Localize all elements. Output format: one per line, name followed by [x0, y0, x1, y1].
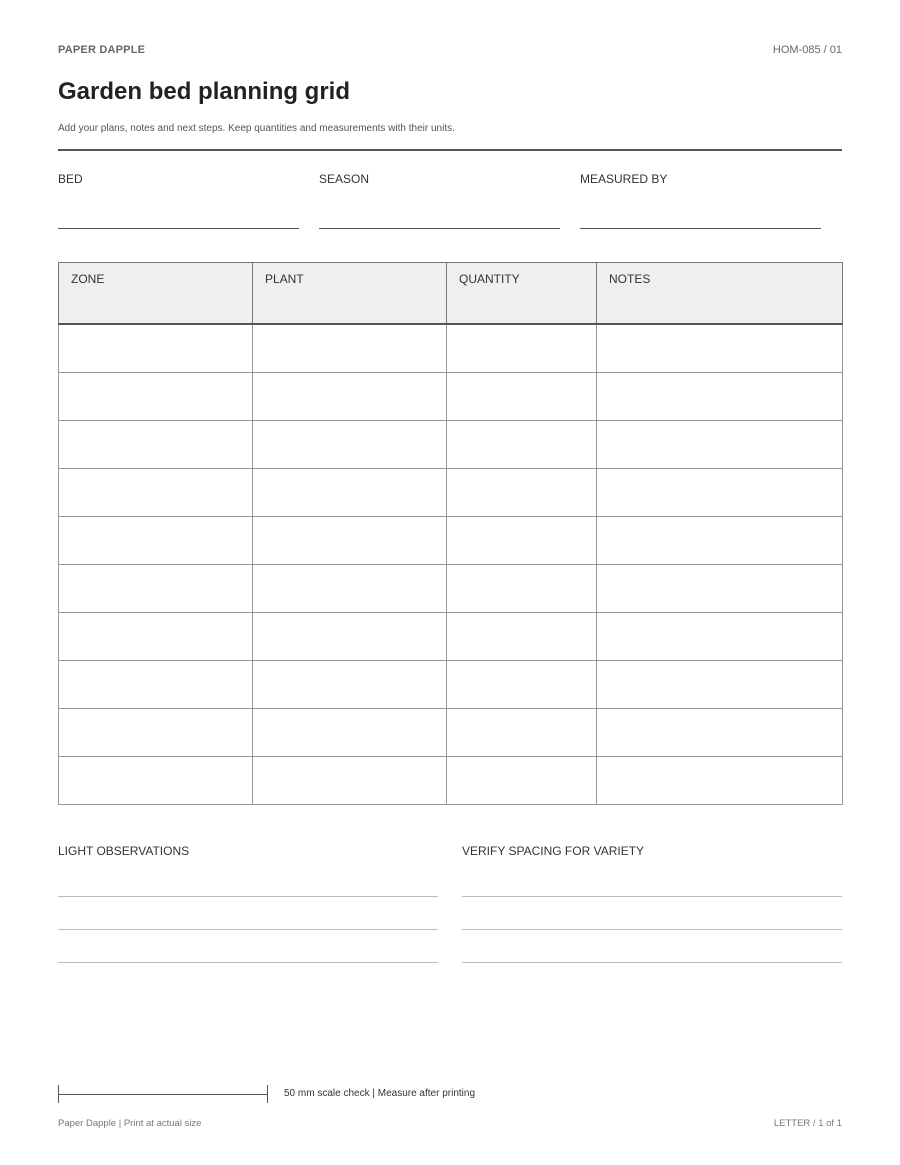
field-measured-by[interactable] — [580, 172, 821, 186]
field-measured-by-label: MEASURED BY — [580, 172, 668, 186]
table-header-row — [59, 263, 843, 324]
cell-notes[interactable] — [597, 468, 843, 516]
cell-quantity[interactable] — [447, 564, 597, 612]
cell-plant[interactable] — [253, 756, 447, 804]
cell-plant[interactable] — [253, 516, 447, 564]
column-header-plant: PLANT — [253, 263, 447, 324]
cell-quantity[interactable] — [447, 756, 597, 804]
column-header-zone: ZONE — [59, 263, 253, 324]
cell-zone[interactable] — [59, 756, 253, 804]
cell-notes[interactable] — [597, 324, 843, 373]
verify-spacing-line[interactable] — [462, 929, 842, 930]
verify-spacing-section — [462, 844, 842, 858]
cell-quantity[interactable] — [447, 612, 597, 660]
field-bed-line[interactable] — [58, 228, 299, 229]
footer-left: Paper Dapple | Print at actual size — [58, 1118, 202, 1129]
scale-bar — [58, 1085, 268, 1103]
cell-zone[interactable] — [59, 660, 253, 708]
table-row — [59, 708, 843, 756]
cell-plant[interactable] — [253, 468, 447, 516]
cell-notes[interactable] — [597, 660, 843, 708]
scale-check-text: 50 mm scale check | Measure after printing — [284, 1088, 476, 1099]
cell-quantity[interactable] — [447, 324, 597, 373]
table-row — [59, 612, 843, 660]
light-observations-line[interactable] — [58, 962, 438, 963]
cell-zone[interactable] — [59, 564, 253, 612]
column-header-notes: NOTES — [597, 263, 843, 324]
scale-bar-line — [58, 1094, 267, 1095]
field-bed-label: BED — [58, 172, 83, 186]
table-row — [59, 660, 843, 708]
cell-zone[interactable] — [59, 372, 253, 420]
planning-table — [58, 262, 843, 805]
document-id: HOM-085 / 01 — [772, 44, 842, 56]
cell-notes[interactable] — [597, 372, 843, 420]
table-row — [59, 420, 843, 468]
cell-zone[interactable] — [59, 468, 253, 516]
cell-quantity[interactable] — [447, 516, 597, 564]
cell-notes[interactable] — [597, 516, 843, 564]
cell-quantity[interactable] — [447, 468, 597, 516]
cell-notes[interactable] — [597, 564, 843, 612]
scale-bar-tick-left — [58, 1085, 59, 1103]
column-header-quantity: QUANTITY — [447, 263, 597, 324]
light-observations-label: LIGHT OBSERVATIONS — [58, 844, 190, 858]
light-observations-line[interactable] — [58, 929, 438, 930]
table-row — [59, 372, 843, 420]
cell-plant[interactable] — [253, 612, 447, 660]
light-observations-line[interactable] — [58, 896, 438, 897]
page-subtitle: Add your plans, notes and next steps. Keep quantities and measurements with their units. — [58, 123, 455, 134]
header-divider — [58, 149, 842, 151]
cell-plant[interactable] — [253, 708, 447, 756]
scale-bar-tick-right — [267, 1085, 268, 1103]
cell-notes[interactable] — [597, 420, 843, 468]
page-title: Garden bed planning grid — [58, 78, 351, 105]
verify-spacing-line[interactable] — [462, 896, 842, 897]
cell-plant[interactable] — [253, 324, 447, 373]
field-season-label: SEASON — [319, 172, 370, 186]
cell-plant[interactable] — [253, 420, 447, 468]
cell-plant[interactable] — [253, 372, 447, 420]
field-season[interactable] — [319, 172, 560, 186]
field-measured-by-line[interactable] — [580, 228, 821, 229]
cell-zone[interactable] — [59, 516, 253, 564]
cell-zone[interactable] — [59, 420, 253, 468]
brand-name: PAPER DAPPLE — [58, 44, 146, 56]
cell-quantity[interactable] — [447, 660, 597, 708]
light-observations-section — [58, 844, 438, 858]
cell-plant[interactable] — [253, 660, 447, 708]
cell-zone[interactable] — [59, 324, 253, 373]
cell-quantity[interactable] — [447, 708, 597, 756]
cell-notes[interactable] — [597, 756, 843, 804]
table-row — [59, 324, 843, 373]
table-row — [59, 564, 843, 612]
cell-notes[interactable] — [597, 708, 843, 756]
cell-quantity[interactable] — [447, 372, 597, 420]
cell-quantity[interactable] — [447, 420, 597, 468]
footer-page-info: LETTER / 1 of 1 — [773, 1118, 842, 1129]
cell-zone[interactable] — [59, 708, 253, 756]
table-row — [59, 468, 843, 516]
field-season-line[interactable] — [319, 228, 560, 229]
table-row — [59, 756, 843, 804]
field-bed[interactable] — [58, 172, 299, 186]
verify-spacing-label: VERIFY SPACING FOR VARIETY — [462, 844, 645, 858]
cell-notes[interactable] — [597, 612, 843, 660]
cell-plant[interactable] — [253, 564, 447, 612]
table-row — [59, 516, 843, 564]
cell-zone[interactable] — [59, 612, 253, 660]
verify-spacing-line[interactable] — [462, 962, 842, 963]
